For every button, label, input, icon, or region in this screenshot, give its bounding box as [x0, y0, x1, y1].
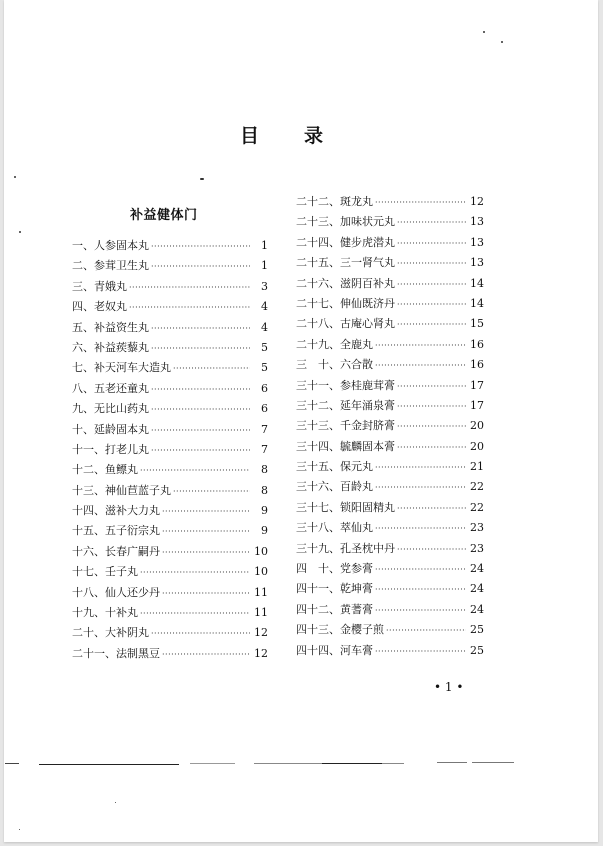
entry-title: 壬子丸: [105, 565, 138, 579]
entry-number: 四、: [72, 300, 94, 314]
entry-number: 二、: [72, 259, 94, 273]
leader-dots: [397, 397, 466, 417]
entry-title: 百龄丸: [340, 480, 373, 494]
entry-number: 三十七、: [296, 500, 340, 514]
entry-number: 十三、: [72, 483, 105, 497]
entry-number: 三 十、: [296, 358, 340, 372]
entry-page: 17: [470, 398, 484, 412]
entry-title: 无比山药丸: [94, 402, 149, 416]
leader-dots: [151, 339, 250, 359]
leader-dots: [375, 560, 466, 580]
leader-dots: [375, 580, 466, 600]
scan-line: [190, 763, 235, 764]
toc-entry: [296, 253, 484, 273]
entry-page: 13: [470, 235, 484, 249]
toc-entry: [296, 457, 484, 477]
entry-page: 16: [470, 358, 484, 372]
entry-title: 参桂鹿茸膏: [340, 378, 395, 392]
entry-number: 十、: [72, 422, 94, 436]
toc-entry: [296, 274, 484, 294]
leader-dots: [397, 540, 466, 560]
page-number: • 1 •: [434, 680, 464, 694]
scan-speck: [19, 231, 21, 233]
section-heading: 补益健体门: [130, 208, 198, 223]
document-page: [4, 0, 598, 842]
toc-entry: [72, 277, 268, 297]
entry-number: 十九、: [72, 606, 105, 620]
toc-entry: [296, 641, 484, 661]
entry-number: 三十五、: [296, 460, 340, 474]
entry-page: 5: [261, 340, 268, 354]
entry-number: 二十二、: [296, 195, 340, 208]
toc-entry: [296, 620, 484, 640]
entry-number: 十四、: [72, 504, 105, 518]
toc-entry: [72, 521, 268, 541]
toc-entry: [72, 358, 268, 378]
entry-page: 11: [254, 585, 268, 599]
entry-title: 五老还童丸: [94, 381, 149, 395]
toc-entry: [296, 416, 484, 436]
toc-entry: [72, 379, 268, 399]
toc-entry: [72, 318, 268, 338]
toc-entry: [72, 236, 268, 256]
entry-title: 补天河车大造丸: [94, 361, 171, 375]
entry-title: 延龄固本丸: [94, 422, 149, 436]
scan-speck: [14, 176, 16, 178]
entry-title: 六合散: [340, 358, 373, 372]
entry-title: 黄蓍膏: [340, 602, 373, 616]
toc-entry: [296, 437, 484, 457]
entry-title: 老奴丸: [94, 300, 127, 314]
entry-page: 17: [470, 378, 484, 392]
scan-speck: [483, 31, 485, 33]
entry-title: 补益资生丸: [94, 320, 149, 334]
leader-dots: [129, 278, 250, 298]
entry-title: 乾坤膏: [340, 582, 373, 596]
scan-line: [472, 762, 514, 763]
leader-dots: [397, 213, 466, 233]
leader-dots: [397, 254, 466, 274]
toc-entry: [72, 623, 268, 643]
entry-page: 5: [261, 361, 268, 375]
leader-dots: [386, 621, 466, 641]
entry-page: 9: [261, 524, 268, 538]
toc-entry: [296, 600, 484, 620]
leader-dots: [151, 380, 250, 400]
toc-entry: [296, 212, 484, 232]
entry-page: 4: [261, 320, 268, 334]
toc-entry: [72, 399, 268, 419]
leader-dots: [375, 478, 466, 498]
leader-dots: [162, 645, 250, 665]
entry-page: 23: [470, 521, 484, 535]
scan-line: [5, 763, 19, 764]
entry-title: 神仙苣蓝子丸: [105, 483, 171, 497]
entry-number: 二十六、: [296, 276, 340, 290]
scan-line: [39, 764, 179, 765]
entry-page: 6: [261, 381, 268, 395]
entry-title: 打老儿丸: [105, 442, 149, 456]
entry-page: 10: [254, 565, 268, 579]
entry-number: 三十八、: [296, 521, 340, 535]
entry-number: 七、: [72, 361, 94, 375]
leader-dots: [151, 257, 250, 277]
entry-title: 大补阴丸: [105, 626, 149, 640]
leader-dots: [162, 584, 250, 604]
entry-title: 斑龙丸: [340, 195, 373, 208]
leader-dots: [375, 642, 466, 662]
leader-dots: [397, 377, 466, 397]
entry-page: 7: [261, 442, 268, 456]
leader-dots: [375, 519, 466, 539]
entry-page: 13: [470, 215, 484, 229]
entry-number: 二十九、: [296, 337, 340, 351]
entry-title: 参茸卫生丸: [94, 259, 149, 273]
leader-dots: [151, 237, 250, 257]
leader-dots: [375, 356, 466, 376]
leader-dots: [173, 482, 250, 502]
toc-column-right: [296, 192, 484, 661]
entry-page: 24: [470, 562, 484, 576]
toc-entry: [72, 297, 268, 317]
toc-entry: [296, 314, 484, 334]
entry-page: 15: [470, 317, 484, 331]
toc-entry: [72, 440, 268, 460]
entry-page: 12: [470, 195, 484, 208]
entry-title: 伸仙既济丹: [340, 296, 395, 310]
entry-number: 二十、: [72, 626, 105, 640]
leader-dots: [162, 543, 250, 563]
entry-number: 二十八、: [296, 317, 340, 331]
toc-entry: [296, 294, 484, 314]
entry-title: 十补丸: [105, 606, 138, 620]
entry-page: 22: [470, 480, 484, 494]
entry-number: 十一、: [72, 442, 105, 456]
leader-dots: [151, 441, 250, 461]
entry-page: 21: [470, 460, 484, 474]
entry-number: 四十二、: [296, 602, 340, 616]
entry-title: 保元丸: [340, 460, 373, 474]
toc-entry: [296, 579, 484, 599]
scan-line: [322, 763, 382, 764]
entry-title: 滋补大力丸: [105, 504, 160, 518]
entry-title: 金樱子煎: [340, 623, 384, 637]
entry-page: 6: [261, 402, 268, 416]
scan-line: [437, 762, 467, 763]
entry-page: 14: [470, 276, 484, 290]
entry-number: 二十三、: [296, 215, 340, 229]
toc-entry: [296, 192, 484, 212]
entry-page: 10: [254, 544, 268, 558]
entry-title: 党参膏: [340, 562, 373, 576]
toc-entry: [72, 603, 268, 623]
entry-title: 萃仙丸: [340, 521, 373, 535]
toc-column-left: [72, 236, 268, 664]
entry-number: 二十四、: [296, 235, 340, 249]
entry-title: 加味状元丸: [340, 215, 395, 229]
entry-number: 一、: [72, 239, 94, 252]
leader-dots: [397, 417, 466, 437]
leader-dots: [375, 601, 466, 621]
entry-title: 全鹿丸: [340, 337, 373, 351]
entry-page: 1: [261, 239, 268, 252]
toc-entry: [72, 501, 268, 521]
entry-page: 1: [261, 259, 268, 273]
entry-title: 仙人还少丹: [105, 585, 160, 599]
entry-number: 三十一、: [296, 378, 340, 392]
scan-speck: [501, 41, 503, 43]
toc-entry: [72, 420, 268, 440]
entry-title: 滋阴百补丸: [340, 276, 395, 290]
entry-title: 健步虎潜丸: [340, 235, 395, 249]
entry-title: 鱼鳔丸: [105, 463, 138, 477]
entry-page: 12: [254, 626, 268, 640]
entry-title: 毓麟固本膏: [340, 439, 395, 453]
toc-entry: [72, 542, 268, 562]
entry-page: 11: [254, 606, 268, 620]
toc-entry: [296, 335, 484, 355]
leader-dots: [140, 461, 250, 481]
entry-number: 十八、: [72, 585, 105, 599]
entry-number: 三十四、: [296, 439, 340, 453]
entry-page: 25: [470, 643, 484, 657]
entry-page: 20: [470, 439, 484, 453]
leader-dots: [397, 499, 466, 519]
entry-number: 二十五、: [296, 256, 340, 270]
entry-page: 4: [261, 300, 268, 314]
toc-entry: [296, 539, 484, 559]
toc-entry: [296, 498, 484, 518]
entry-page: 9: [261, 504, 268, 518]
entry-number: 八、: [72, 381, 94, 395]
toc-entry: [296, 233, 484, 253]
toc-entry: [296, 376, 484, 396]
entry-title: 延年涌泉膏: [340, 398, 395, 412]
page-title: [4, 121, 598, 145]
leader-dots: [129, 298, 250, 318]
entry-number: 三十九、: [296, 541, 340, 555]
toc-entry: [296, 396, 484, 416]
toc-entry: [72, 481, 268, 501]
toc-entry: [296, 518, 484, 538]
toc-entry: [296, 559, 484, 579]
entry-title: 长春广嗣丹: [105, 544, 160, 558]
entry-page: 22: [470, 500, 484, 514]
entry-number: 九、: [72, 402, 94, 416]
entry-page: 16: [470, 337, 484, 351]
leader-dots: [151, 319, 250, 339]
entry-title: 孔圣枕中丹: [340, 541, 395, 555]
toc-entry: [296, 477, 484, 497]
entry-number: 四 十、: [296, 562, 340, 576]
entry-number: 十六、: [72, 544, 105, 558]
entry-number: 五、: [72, 320, 94, 334]
entry-page: 23: [470, 541, 484, 555]
entry-number: 六、: [72, 340, 94, 354]
title-char-2: 录: [304, 125, 324, 147]
leader-dots: [140, 604, 250, 624]
leader-dots: [397, 315, 466, 335]
leader-dots: [375, 193, 466, 213]
entry-page: 8: [261, 463, 268, 477]
toc-entry: [72, 562, 268, 582]
entry-number: 十五、: [72, 524, 105, 538]
leader-dots: [397, 295, 466, 315]
entry-title: 古庵心肾丸: [340, 317, 395, 331]
toc-entry: [72, 583, 268, 603]
entry-number: 三十六、: [296, 480, 340, 494]
entry-title: 锁阳固精丸: [340, 500, 395, 514]
toc-entry: [72, 644, 268, 664]
entry-number: 四十一、: [296, 582, 340, 596]
leader-dots: [151, 400, 250, 420]
entry-title: 人参固本丸: [94, 239, 149, 252]
entry-number: 三、: [72, 279, 94, 293]
leader-dots: [151, 421, 250, 441]
entry-page: 3: [261, 279, 268, 293]
leader-dots: [397, 234, 466, 254]
leader-dots: [375, 336, 466, 356]
leader-dots: [140, 563, 250, 583]
leader-dots: [173, 359, 250, 379]
entry-title: 河车膏: [340, 643, 373, 657]
entry-page: 25: [470, 623, 484, 637]
entry-page: 24: [470, 582, 484, 596]
entry-title: 补益蒺藜丸: [94, 340, 149, 354]
entry-number: 四十三、: [296, 623, 340, 637]
title-char-1: 目: [240, 125, 260, 147]
entry-page: 14: [470, 296, 484, 310]
entry-number: 三十三、: [296, 419, 340, 433]
entry-page: 12: [254, 646, 268, 660]
scan-speck: [115, 802, 116, 803]
toc-entry: [72, 460, 268, 480]
leader-dots: [162, 522, 250, 542]
leader-dots: [151, 624, 250, 644]
entry-page: 8: [261, 483, 268, 497]
entry-title: 法制黑豆: [116, 646, 160, 660]
entry-page: 7: [261, 422, 268, 436]
leader-dots: [375, 458, 466, 478]
leader-dots: [162, 502, 250, 522]
entry-page: 24: [470, 602, 484, 616]
entry-title: 三一肾气丸: [340, 256, 395, 270]
toc-entry: [296, 355, 484, 375]
leader-dots: [397, 438, 466, 458]
entry-number: 二十七、: [296, 296, 340, 310]
scan-speck: [19, 829, 20, 830]
entry-title: 千金封脐膏: [340, 419, 395, 433]
entry-number: 三十二、: [296, 398, 340, 412]
entry-number: 四十四、: [296, 643, 340, 657]
entry-title: 五子衍宗丸: [105, 524, 160, 538]
entry-number: 二十一、: [72, 646, 116, 660]
entry-number: 十二、: [72, 463, 105, 477]
scan-speck: [200, 178, 204, 180]
toc-entry: [72, 338, 268, 358]
toc-entry: [72, 256, 268, 276]
entry-page: 13: [470, 256, 484, 270]
entry-number: 十七、: [72, 565, 105, 579]
leader-dots: [397, 275, 466, 295]
entry-page: 20: [470, 419, 484, 433]
entry-title: 青娥丸: [94, 279, 127, 293]
